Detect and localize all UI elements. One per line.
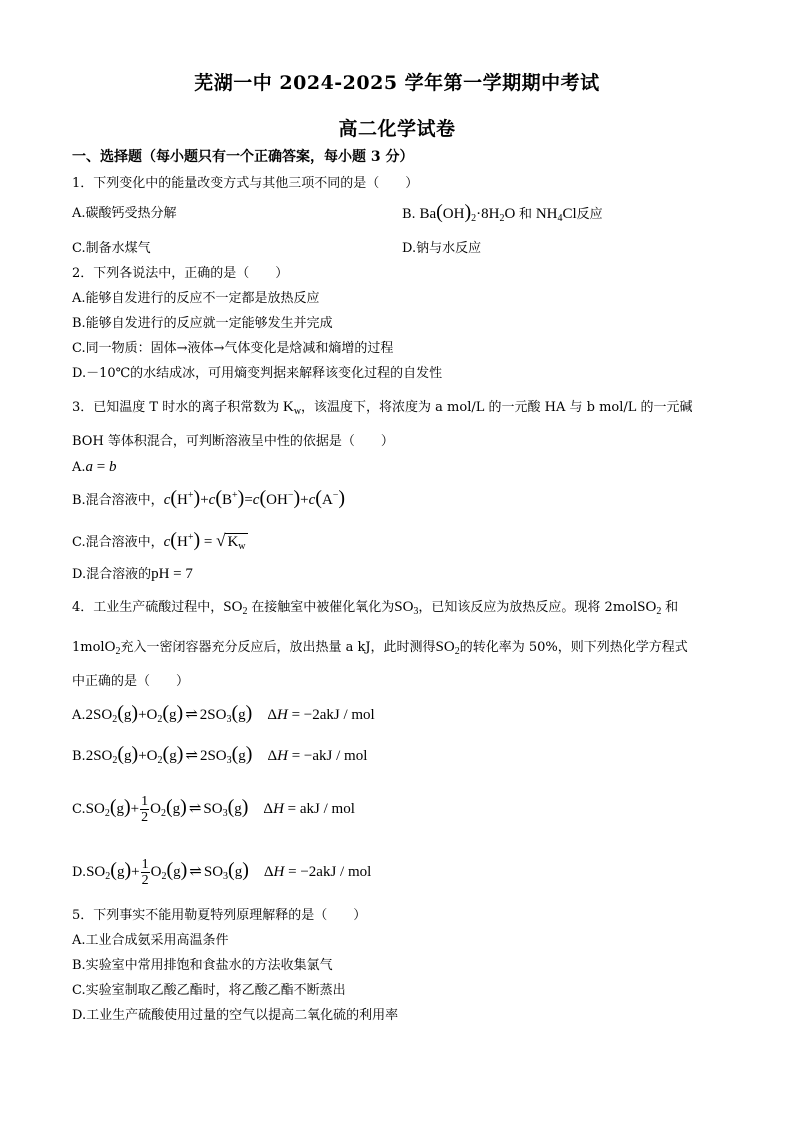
- q1-b-and: 和: [519, 207, 533, 222]
- q3-option-b: [72, 489, 345, 510]
- q1-b-formula-1: $Ba(OH)_2\cdot 8H_2O$: [415, 201, 520, 224]
- q4-d-equation: $SO_2(g)+$ $\frac{1}{2}$ $O_2(g)$ ⇌ $SO_3(g)$ ΔH: [86, 857, 285, 889]
- q2-option-c: C.同一物质：固体→液体→气体变化是焓减和熵增的过程: [72, 341, 394, 356]
- q3-option-a: A.a = b: [72, 459, 117, 475]
- q4-so3-1: $SO_3$: [394, 599, 419, 617]
- q4-option-d: [72, 853, 371, 890]
- q3-b-prefix: B.混合溶液中，: [72, 493, 164, 508]
- q1-option-c: C.制备水煤气: [72, 241, 151, 256]
- q4-so2-3: $SO_2$: [435, 639, 460, 657]
- q4-b-equation: $2SO_2(g)+O_2(g)$ ⇌ $2SO_3(g)$ ΔH: [85, 743, 288, 766]
- q1-option-a: A.碳酸钙受热分解: [72, 206, 177, 221]
- q3-d-prefix: D.混合溶液的: [72, 567, 152, 582]
- q1-stem: 1．下列变化中的能量改变方式与其他三项不同的是（ ）: [72, 176, 419, 191]
- q4-d-prefix: D.: [72, 865, 87, 880]
- q3-a-formula: a: [85, 459, 94, 475]
- q4-stem1-d: 和: [665, 600, 679, 615]
- q4-stem2-c: 的转化率为 50%，则下列热化学方程式: [459, 640, 688, 655]
- q4-so2-2: $SO_2$: [637, 599, 662, 617]
- q5-option-c: C.实验室制取乙酸乙酯时，将乙酸乙酯不断蒸出: [72, 983, 346, 998]
- q4-a-equation: $2SO_2(g)+O_2(g)$ ⇌ $2SO_3(g)$ ΔH: [85, 702, 288, 725]
- q3-stem-post: ，该温度下，将浓度为 a mol/L 的一元酸 HA 与 b mol/L 的一元碱: [301, 400, 693, 415]
- section-heading: 一、选择题（每小题只有一个正确答案，每小题 3 分）: [72, 149, 414, 165]
- exam-title: 芜湖一中 2024-2025 学年第一学期期中考试: [194, 72, 600, 94]
- q3-kw: $K_w$: [279, 399, 302, 417]
- q2-option-d: D.－10℃的水结成冰，可用熵变判据来解释该变化过程的自发性: [72, 366, 443, 381]
- q3-c-formula: c(H+) = √ $K_w$: [163, 529, 246, 552]
- q3-stem-line2: BOH 等体积混合，可判断溶液呈中性的依据是（ ）: [72, 434, 394, 449]
- q1-option-d: D.钠与水反应: [402, 241, 482, 256]
- q4-so2-1: $SO_2$: [223, 599, 248, 617]
- q2-stem: 2．下列各说法中，正确的是（ ）: [72, 266, 289, 281]
- q3-b-formula: c(H+)+c(B+)=c(OH−)+c(A−): [163, 487, 346, 509]
- q4-stem-line1: [72, 598, 678, 617]
- q4-stem2-b: 充入一密闭容器充分反应后，放出热量 a kJ，此时测得: [120, 640, 436, 655]
- q4-a-dh: = −2akJ / mol: [291, 707, 375, 723]
- q3-stem-pre: 3．已知温度 T 时水的离子积常数为: [72, 400, 280, 415]
- q4-b-dh: = −akJ / mol: [291, 748, 368, 764]
- q4-stem1-c: ，已知该反应为放热反应。现将 2mol: [418, 600, 638, 615]
- q4-d-dh: = −2akJ / mol: [288, 864, 372, 880]
- exam-subtitle: 高二化学试卷: [338, 118, 456, 140]
- q4-stem-line3: 中正确的是（ ）: [72, 674, 190, 689]
- q2-option-b: B.能够自发进行的反应就一定能够发生并完成: [72, 316, 333, 331]
- q3-option-c: [72, 531, 248, 552]
- q5-option-d: D.工业生产硫酸使用过量的空气以提高二氧化硫的利用率: [72, 1008, 399, 1023]
- q4-a-prefix: A.: [72, 708, 86, 723]
- q4-c-equation: $SO_2(g)+$ $\frac{1}{2}$ $O_2(g)$ ⇌ $SO_3(g)$ ΔH: [85, 794, 284, 826]
- q1-b-formula-2: $NH_4Cl$: [532, 206, 577, 224]
- q5-option-b: B.实验室中常用排饱和食盐水的方法收集氯气: [72, 958, 333, 973]
- q4-option-a: [72, 704, 375, 725]
- q4-option-c: [72, 790, 355, 827]
- q3-stem-line1: [72, 398, 693, 417]
- q3-a-prefix: A.: [72, 460, 86, 475]
- q3-d-formula: pH = 7: [151, 566, 193, 582]
- q4-c-dh: = akJ / mol: [287, 801, 355, 817]
- q4-c-prefix: C.: [72, 802, 86, 817]
- q3-c-prefix: C.混合溶液中，: [72, 535, 164, 550]
- q4-stem2-a: 1mol: [72, 640, 105, 655]
- q4-o2: $O_2$: [104, 639, 121, 657]
- q5-stem: 5．下列事实不能用勒夏特列原理解释的是（ ）: [72, 908, 367, 923]
- q4-stem1-a: 4．工业生产硫酸过程中，: [72, 600, 224, 615]
- q1-b-suffix: 反应: [576, 207, 603, 222]
- q5-option-a: A.工业合成氨采用高温条件: [72, 933, 229, 948]
- q4-stem1-b: 在接触室中被催化氧化为: [251, 600, 395, 615]
- q3-option-d: [72, 565, 193, 584]
- q1-option-b: [402, 203, 603, 224]
- q4-option-b: [72, 745, 367, 766]
- q2-option-a: A.能够自发进行的反应不一定都是放热反应: [72, 291, 320, 306]
- q1-b-prefix: B.: [402, 207, 416, 222]
- q4-b-prefix: B.: [72, 749, 86, 764]
- q4-stem-line2: [72, 638, 688, 657]
